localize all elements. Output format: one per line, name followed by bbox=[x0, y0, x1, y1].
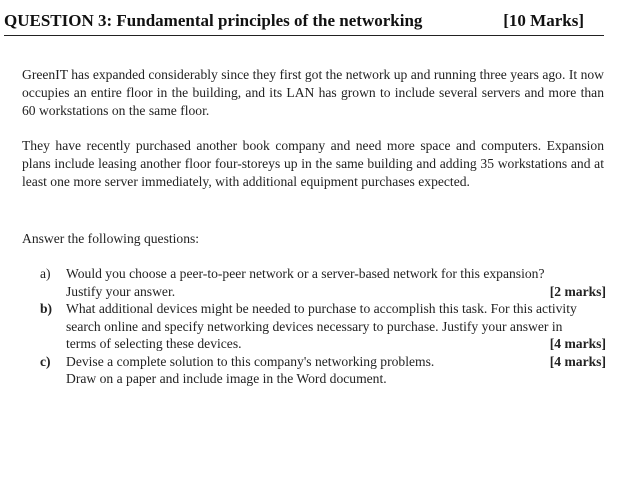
question-marks: [10 Marks] bbox=[503, 11, 584, 30]
question-line-text: Draw on a paper and include image in the Word document. bbox=[66, 371, 387, 386]
question-letter: b) bbox=[40, 301, 53, 316]
expansion-paragraph: They have recently purchased another book company and need more space and computers. Expansion plans include leasing another floor four-storeys up in the same building and adding 35 workstations and at least one more server immediately, with additional equipment purchases expected. bbox=[22, 138, 604, 189]
question-line-text: terms of selecting these devices. bbox=[66, 336, 242, 351]
intro-paragraph: GreenIT has expanded considerably since they first got the network up and running three years ago. It now occupies an entire floor in the building, and its LAN has grown to include several servers and more than 60 workstations on the same floor. bbox=[22, 67, 604, 118]
question-line-mark: [4 marks] bbox=[549, 353, 606, 369]
question-line-mark bbox=[598, 300, 606, 318]
question-item-c bbox=[40, 353, 606, 388]
question-line bbox=[66, 318, 606, 336]
question-line-mark bbox=[598, 265, 606, 283]
question-list bbox=[40, 265, 606, 388]
question-line bbox=[66, 335, 606, 353]
question-item-b bbox=[40, 300, 606, 353]
question-line-text: Justify your answer. bbox=[66, 283, 176, 299]
question-line-text: search online and specify networking devices necessary to purchase. Justify your answer in bbox=[66, 318, 563, 334]
question-letter: c) bbox=[40, 353, 51, 369]
question-line-text: What additional devices might be needed to purchase to accomplish this task. For this activity bbox=[66, 301, 577, 316]
question-line-mark: [4 marks] bbox=[549, 336, 606, 351]
question-line bbox=[66, 353, 606, 371]
question-line bbox=[66, 265, 606, 283]
instruction-text: Answer the following questions: bbox=[22, 231, 200, 246]
question-line bbox=[66, 370, 606, 388]
question-line-mark: [2 marks] bbox=[549, 283, 606, 299]
question-item-a bbox=[40, 265, 606, 300]
question-line-mark bbox=[598, 370, 606, 388]
question-title: QUESTION 3: Fundamental principles of the networking bbox=[4, 11, 423, 30]
question-header bbox=[4, 9, 604, 36]
question-letter: a) bbox=[40, 266, 51, 281]
question-line bbox=[66, 300, 606, 318]
question-line-text: Would you choose a peer-to-peer network or a server-based network for this expansion? bbox=[66, 266, 545, 281]
question-line bbox=[66, 283, 606, 301]
question-line-mark bbox=[598, 318, 606, 336]
question-line-text: Devise a complete solution to this company's networking problems. bbox=[66, 353, 435, 369]
